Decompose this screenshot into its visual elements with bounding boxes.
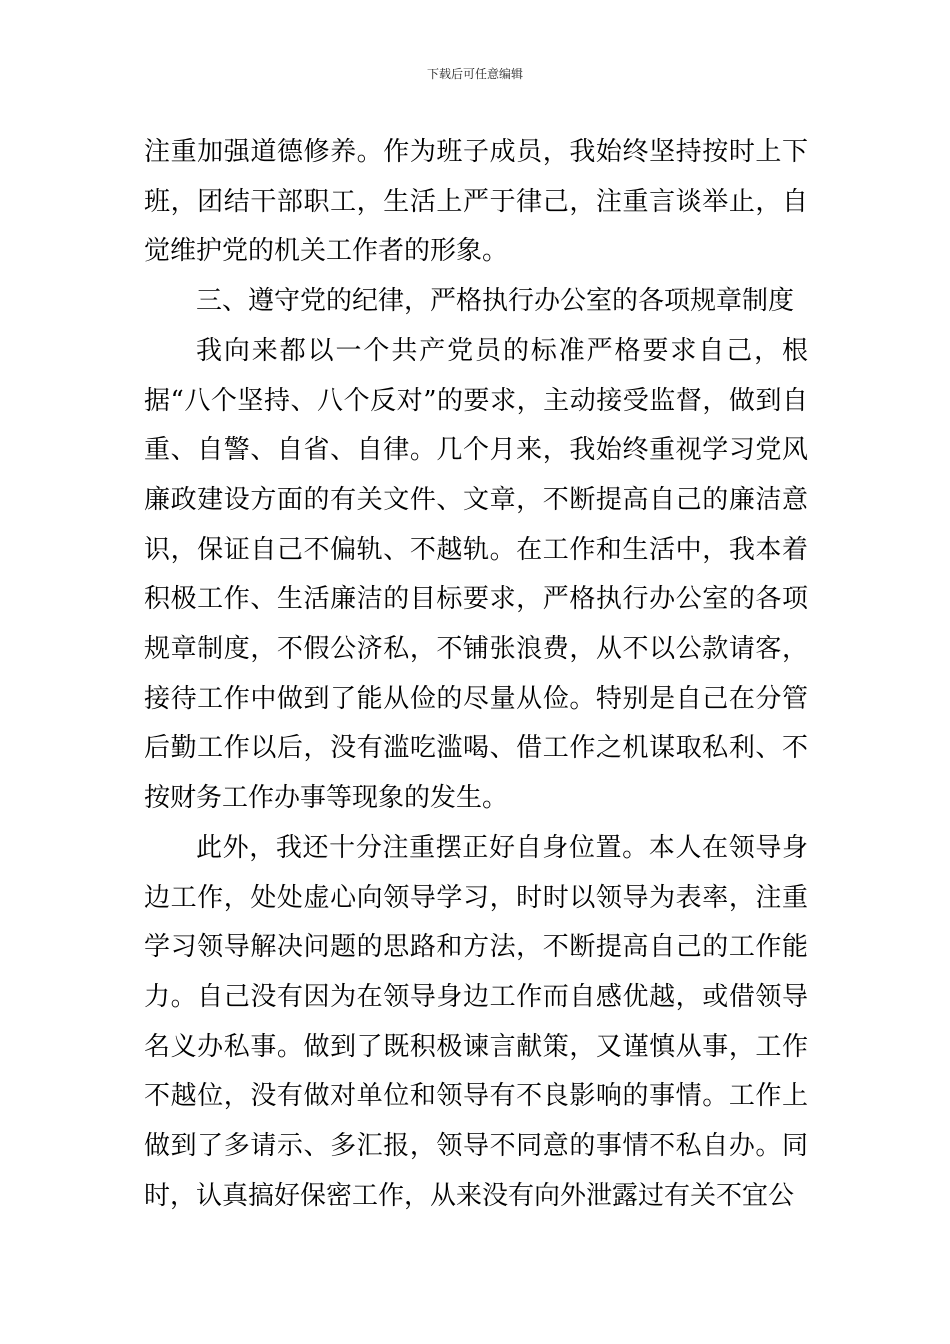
paragraph-3: 此外，我还十分注重摆正好自身位置。本人在领导身边工作，处处虚心向领导学习，时时以领导为表率，注重学习领导解决问题的思路和方法，不断提高自己的工作能力。自己没有因为在领导身边工作而自感优越，或借领导名义办私事。做到了既积极谏言献策，又谨慎从事，工作不越位，没有做对单位和领导有不良影响的事情。工作上做到了多请示、多汇报，领导不同意的事情不私自办。同时，认真搞好保密工作，从来没有向外泄露过有关不宜公 <box>144 832 808 1211</box>
paragraph-1: 注重加强道德修养。作为班子成员，我始终坚持按时上下班，团结干部职工，生活上严于律己，注重言谈举止，自觉维护党的机关工作者的形象。 <box>144 137 808 267</box>
paragraph-2: 我向来都以一个共产党员的标准严格要求自己，根据“八个坚持、八个反对”的要求，主动接受监督，做到自重、自警、自省、自律。几个月来，我始终重视学习党风廉政建设方面的有关文件、文章，不断提高自己的廉洁意识，保证自己不偏轨、不越轨。在工作和生活中，我本着积极工作、生活廉洁的目标要求，严格执行办公室的各项规章制度，不假公济私，不铺张浪费，从不以公款请客，接待工作中做到了能从俭的尽量从俭。特别是自己在分管后勤工作以后，没有滥吃滥喝、借工作之机谋取私利、不按财务工作办事等现象的发生。 <box>144 335 808 814</box>
header-note: 下载后可任意编辑 <box>426 67 523 81</box>
section-heading: 三、遵守党的纪律，严格执行办公室的各项规章制度 <box>196 286 795 317</box>
document-body <box>144 128 808 1221</box>
